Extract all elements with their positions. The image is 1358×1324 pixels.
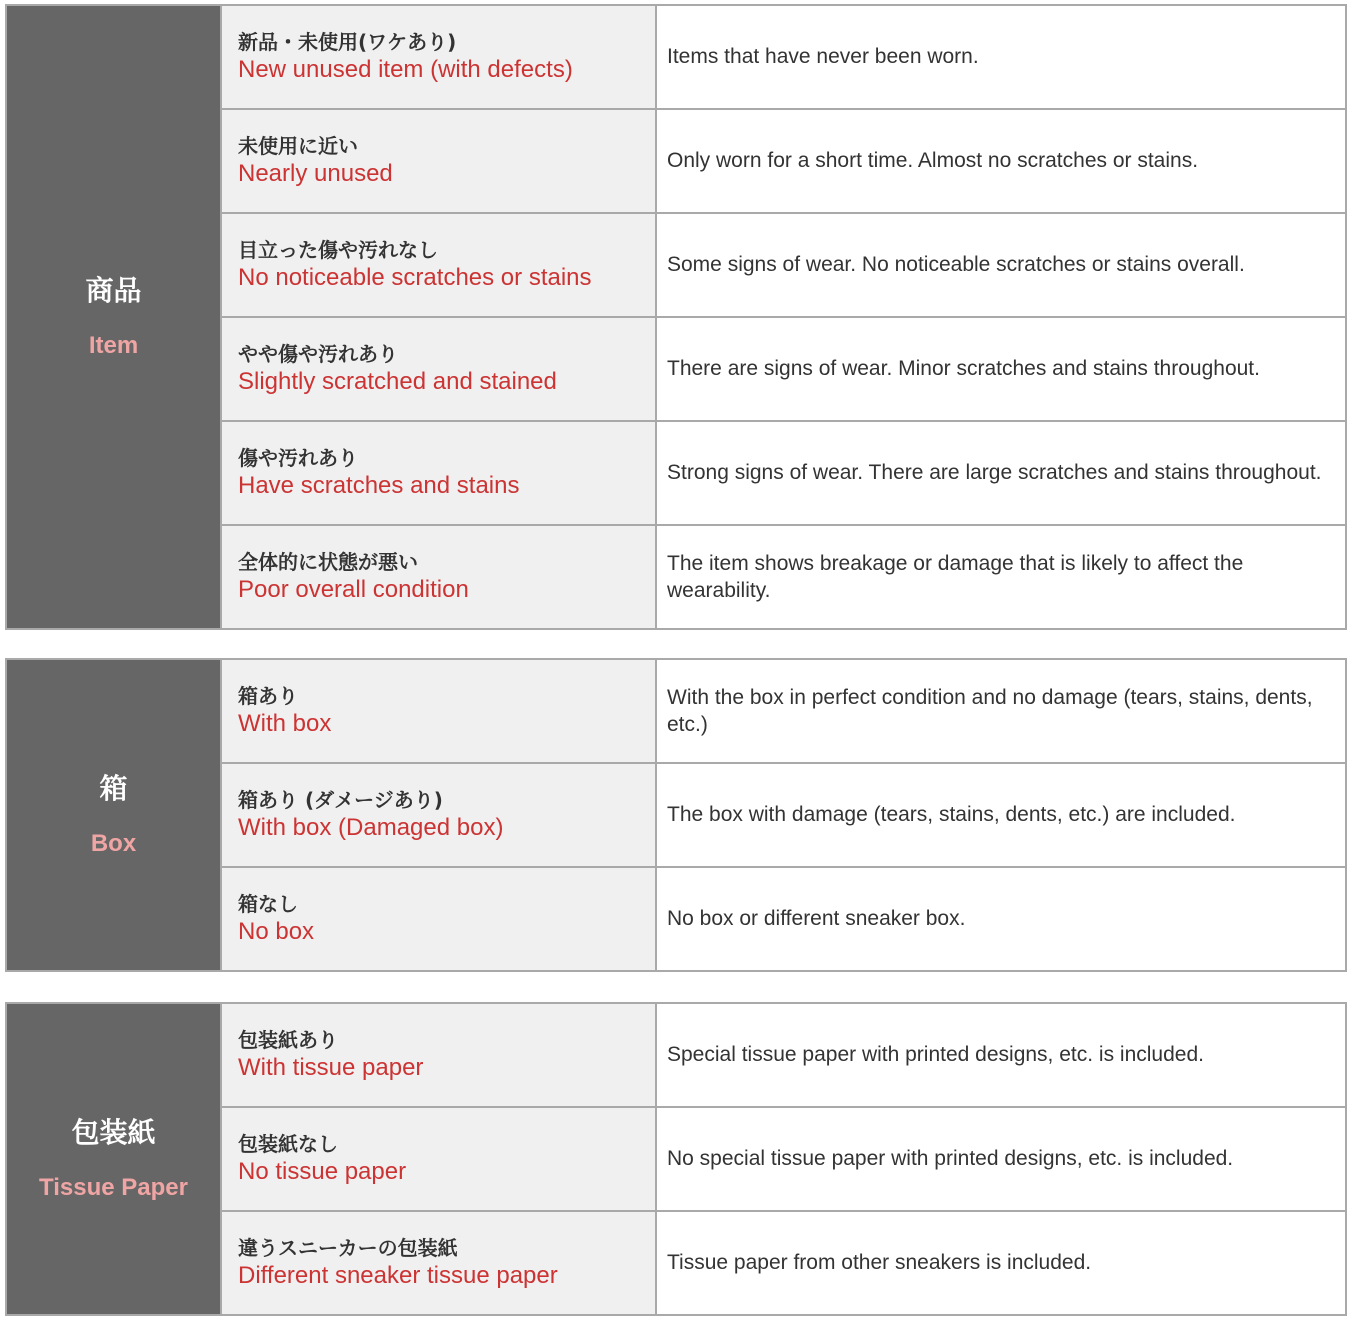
category-cell: [6, 1003, 221, 1315]
condition-label-cell: [221, 867, 656, 971]
condition-description: No special tissue paper with printed designs, etc. is included.: [656, 1107, 1346, 1211]
category-label-ja: 包装紙: [71, 1116, 156, 1150]
condition-label-en: Poor overall condition: [238, 576, 469, 603]
condition-description: Items that have never been worn.: [656, 5, 1346, 109]
condition-description: Only worn for a short time. Almost no scratches or stains.: [656, 109, 1346, 213]
tissue-paper-condition-table: [5, 1002, 1347, 1316]
category-label-en: Box: [90, 829, 137, 857]
category-label-en: Item: [88, 331, 139, 359]
condition-label-en: Have scratches and stains: [238, 472, 520, 499]
condition-label-cell: [221, 213, 656, 317]
condition-description: With the box in perfect condition and no damage (tears, stains, dents, etc.): [656, 659, 1346, 763]
condition-label-ja: 未使用に近い: [238, 134, 358, 158]
condition-label-en: With tissue paper: [238, 1054, 424, 1081]
condition-label-en: No tissue paper: [238, 1158, 407, 1185]
condition-label-cell: [221, 1107, 656, 1211]
category-label-ja: 商品: [85, 274, 142, 308]
table-row: [6, 5, 1346, 109]
condition-label-cell: [221, 317, 656, 421]
condition-label-cell: [221, 763, 656, 867]
condition-description: Some signs of wear. No noticeable scratches or stains overall.: [656, 213, 1346, 317]
condition-label-en: No box: [238, 918, 315, 945]
table-row: [6, 1003, 1346, 1107]
condition-label-ja: 箱なし: [238, 892, 298, 916]
condition-description: Tissue paper from other sneakers is included.: [656, 1211, 1346, 1315]
condition-label-ja: 箱あり: [238, 684, 298, 708]
condition-label-ja: 箱あり (ダメージあり): [238, 788, 443, 812]
condition-label-en: Nearly unused: [238, 160, 393, 187]
condition-label-ja: 全体的に状態が悪い: [238, 550, 418, 574]
condition-label-ja: 違うスニーカーの包装紙: [238, 1236, 458, 1260]
box-condition-table: [5, 658, 1347, 972]
condition-description: The item shows breakage or damage that is likely to affect the wearability.: [656, 525, 1346, 629]
condition-label-ja: やや傷や汚れあり: [238, 342, 398, 366]
condition-label-cell: [221, 1003, 656, 1107]
condition-label-ja: 目立った傷や汚れなし: [238, 238, 438, 262]
condition-description: Special tissue paper with printed designs, etc. is included.: [656, 1003, 1346, 1107]
item-condition-table: [5, 4, 1347, 630]
category-cell: [6, 659, 221, 971]
condition-description: The box with damage (tears, stains, dents, etc.) are included.: [656, 763, 1346, 867]
condition-label-ja: 新品・未使用(ワケあり): [238, 30, 457, 54]
table-row: [6, 659, 1346, 763]
condition-label-cell: [221, 421, 656, 525]
condition-label-cell: [221, 5, 656, 109]
condition-label-cell: [221, 109, 656, 213]
condition-description: Strong signs of wear. There are large scratches and stains throughout.: [656, 421, 1346, 525]
condition-label-cell: [221, 1211, 656, 1315]
condition-label-cell: [221, 659, 656, 763]
condition-label-en: Slightly scratched and stained: [238, 368, 557, 395]
category-label-en: Tissue Paper: [39, 1173, 188, 1201]
condition-label-ja: 包装紙なし: [238, 1132, 338, 1156]
condition-label-ja: 傷や汚れあり: [238, 446, 358, 470]
category-label-ja: 箱: [99, 772, 128, 806]
condition-description: There are signs of wear. Minor scratches and stains throughout.: [656, 317, 1346, 421]
category-cell: [6, 5, 221, 629]
condition-description: No box or different sneaker box.: [656, 867, 1346, 971]
condition-label-cell: [221, 525, 656, 629]
condition-label-en: No noticeable scratches or stains: [238, 264, 592, 291]
condition-label-en: With box: [238, 710, 332, 737]
condition-label-en: New unused item (with defects): [238, 56, 573, 83]
condition-label-en: With box (Damaged box): [238, 814, 504, 841]
condition-label-ja: 包装紙あり: [238, 1028, 338, 1052]
condition-label-en: Different sneaker tissue paper: [238, 1262, 558, 1289]
